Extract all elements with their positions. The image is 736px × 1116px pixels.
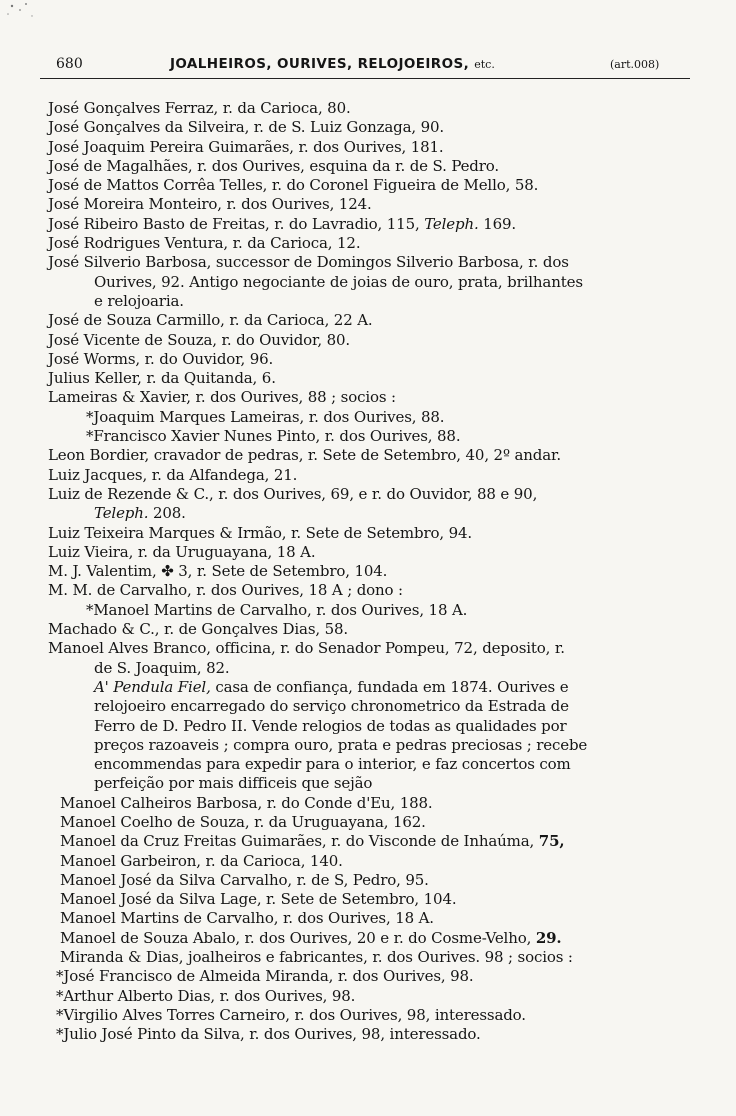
- entry-line: [48, 967, 698, 986]
- entry-t: José Worms, r. do Ouvidor, 96.: [48, 349, 274, 368]
- entry-t: Manoel Calheiros Barbosa, r. do Conde d'Eu, 188.: [60, 793, 433, 812]
- entry-line: [48, 678, 698, 697]
- entry-line: [48, 99, 698, 118]
- entry-line: [48, 639, 698, 658]
- entry-line: [48, 388, 698, 407]
- entry-line: [48, 369, 698, 388]
- entry-t: M. J. Valentim, ✤ 3, r. Sete de Setembro, 104.: [48, 562, 388, 581]
- entry-t: Manoel Coelho de Souza, r. da Uruguayana, 162.: [60, 812, 426, 831]
- entry-t2: 208.: [153, 504, 186, 523]
- entry-line: [48, 215, 698, 234]
- entry-line: [48, 948, 698, 967]
- running-title: [170, 56, 495, 72]
- entry-t: Manoel Martins de Carvalho, r. dos Ourives, 18 A.: [60, 909, 434, 928]
- entry-line: [48, 755, 698, 774]
- entry-t: Luiz Vieira, r. da Uruguayana, 18 A.: [48, 542, 316, 561]
- entry-b: 29.: [535, 928, 562, 947]
- entry-line: [48, 273, 698, 292]
- entry-line: [48, 524, 698, 543]
- entry-t: *Joaquim Marques Lameiras, r. dos Ourives, 88.: [86, 407, 445, 426]
- entry-t: *José Francisco de Almeida Miranda, r. dos Ourives, 98.: [56, 967, 474, 986]
- entry-line: [48, 813, 698, 832]
- entry-t: Manoel Alves Branco, officina, r. do Senador Pompeu, 72, deposito, r.: [48, 639, 565, 658]
- entry-t: José Gonçalves Ferraz, r. da Carioca, 80.: [48, 99, 351, 117]
- running-title-text: JOALHEIROS, OURIVES, RELOJOEIROS,: [170, 56, 470, 72]
- entry-line: [48, 350, 698, 369]
- entry-line: [48, 446, 698, 465]
- entry-t: Ferro de D. Pedro II. Vende relogios de todas as qualidades por: [94, 716, 567, 735]
- entry-line: [48, 697, 698, 716]
- entry-t: José Joaquim Pereira Guimarães, r. dos Ourives, 181.: [48, 137, 444, 156]
- entry-line: [48, 543, 698, 562]
- entry-line: [48, 871, 698, 890]
- entry-line: [48, 1025, 698, 1044]
- entry-t: Luiz de Rezende & C., r. dos Ourives, 69, e r. do Ouvidor, 88 e 90,: [48, 484, 538, 503]
- entry-line: [48, 601, 698, 620]
- entry-t: Manoel de Souza Abalo, r. dos Ourives, 20 e r. do Cosme-Velho,: [60, 928, 532, 947]
- entry-line: [48, 118, 698, 137]
- entry-t: José Silverio Barbosa, successor de Domingos Silverio Barbosa, r. dos: [48, 253, 569, 272]
- entry-line: [48, 890, 698, 909]
- entry-t: Leon Bordier, cravador de pedras, r. Sete de Setembro, 40, 2º andar.: [48, 446, 562, 465]
- entry-t: *Julio José Pinto da Silva, r. dos Ourives, 98, interessado.: [56, 1025, 481, 1044]
- entry-line: [48, 852, 698, 871]
- entry-line: [48, 485, 698, 504]
- entry-line: [48, 504, 698, 523]
- entry-line: [48, 620, 698, 639]
- entry-t: José de Souza Carmillo, r. da Carioca, 22 A.: [48, 311, 373, 330]
- entry-line: [48, 562, 698, 581]
- entry-t: Manoel da Cruz Freitas Guimarães, r. do Visconde de Inhaúma,: [60, 832, 535, 851]
- entry-t: *Manoel Martins de Carvalho, r. dos Ourives, 18 A.: [86, 600, 468, 619]
- entry-line: [48, 408, 698, 427]
- entry-t: Manoel José da Silva Lage, r. Sete de Setembro, 104.: [60, 890, 457, 909]
- directory-entries: [48, 99, 698, 1045]
- entry-t2: casa de confiança, fundada em 1874. Ourives e: [215, 677, 569, 696]
- entry-t: José Ribeiro Basto de Freitas, r. do Lavradio, 115,: [48, 214, 420, 233]
- entry-line: [48, 234, 698, 253]
- page-number: 680: [56, 56, 83, 72]
- entry-line: [48, 195, 698, 214]
- entry-line: [48, 311, 698, 330]
- entry-line: [48, 717, 698, 736]
- entry-t: Miranda & Dias, joalheiros e fabricantes, r. dos Ourives. 98 ; socios :: [60, 948, 573, 967]
- entry-t: José de Magalhães, r. dos Ourives, esquina da r. de S. Pedro.: [48, 156, 500, 175]
- entry-t: *Francisco Xavier Nunes Pinto, r. dos Ourives, 88.: [86, 427, 461, 446]
- article-reference: (art.008): [610, 58, 660, 71]
- entry-line: [48, 331, 698, 350]
- entry-t: Manoel José da Silva Carvalho, r. de S, Pedro, 95.: [60, 870, 429, 889]
- entry-line: [48, 138, 698, 157]
- entry-t: Julius Keller, r. da Quitanda, 6.: [48, 369, 276, 388]
- entry-it: A' Pendula Fiel,: [94, 677, 211, 696]
- entry-t: José de Mattos Corrêa Telles, r. do Coronel Figueira de Mello, 58.: [48, 176, 539, 195]
- entry-t: José Moreira Monteiro, r. dos Ourives, 124.: [48, 195, 372, 214]
- entry-it: Teleph.: [94, 504, 149, 523]
- entry-line: [48, 581, 698, 600]
- entry-t: Ourives, 92. Antigo negociante de joias de ouro, prata, brilhantes: [94, 272, 583, 291]
- entry-t: perfeição por mais difficeis que sejão: [94, 774, 373, 793]
- entry-line: [48, 987, 698, 1006]
- entry-it: Teleph.: [424, 214, 479, 233]
- entry-line: [48, 659, 698, 678]
- ink-speck-decoration: [2, 0, 52, 40]
- entry-line: [48, 774, 698, 793]
- entry-line: [48, 292, 698, 311]
- entry-line: [48, 909, 698, 928]
- entry-b: 75,: [538, 832, 565, 851]
- running-title-etc: etc.: [474, 58, 495, 71]
- entry-line: [48, 176, 698, 195]
- page-header: [40, 54, 690, 79]
- entry-line: [48, 157, 698, 176]
- entry-line: [48, 832, 698, 851]
- entry-t: José Gonçalves da Silveira, r. de S. Luiz Gonzaga, 90.: [48, 118, 445, 137]
- entry-t: e relojoaria.: [94, 291, 184, 310]
- entry-line: [48, 427, 698, 446]
- entry-line: [48, 794, 698, 813]
- entry-t: Luiz Teixeira Marques & Irmão, r. Sete de Setembro, 94.: [48, 523, 473, 542]
- entry-t: encommendas para expedir para o interior, e faz concertos com: [94, 755, 571, 774]
- entry-t: Machado & C., r. de Gonçalves Dias, 58.: [48, 620, 349, 639]
- entry-t: M. M. de Carvalho, r. dos Ourives, 18 A ; dono :: [48, 581, 403, 600]
- entry-t: Lameiras & Xavier, r. dos Ourives, 88 ; socios :: [48, 388, 396, 407]
- entry-line: [48, 466, 698, 485]
- entry-t: Manoel Garbeiron, r. da Carioca, 140.: [60, 851, 343, 870]
- entry-line: [48, 1006, 698, 1025]
- entry-t: Luiz Jacques, r. da Alfandega, 21.: [48, 465, 298, 484]
- entry-t: de S. Joaquim, 82.: [94, 658, 230, 677]
- entry-t: preços razoaveis ; compra ouro, prata e pedras preciosas ; recebe: [94, 735, 588, 754]
- entry-line: [48, 736, 698, 755]
- entry-line: [48, 929, 698, 948]
- entry-t: *Arthur Alberto Dias, r. dos Ourives, 98.: [56, 986, 356, 1005]
- entry-t: José Vicente de Souza, r. do Ouvidor, 80.: [48, 330, 351, 349]
- entry-t: José Rodrigues Ventura, r. da Carioca, 12.: [48, 234, 361, 253]
- entry-line: [48, 253, 698, 272]
- entry-t: *Virgilio Alves Torres Carneiro, r. dos Ourives, 98, interessado.: [56, 1005, 526, 1024]
- entry-t: relojoeiro encarregado do serviço chronometrico da Estrada de: [94, 697, 569, 716]
- entry-t2: 169.: [483, 214, 517, 233]
